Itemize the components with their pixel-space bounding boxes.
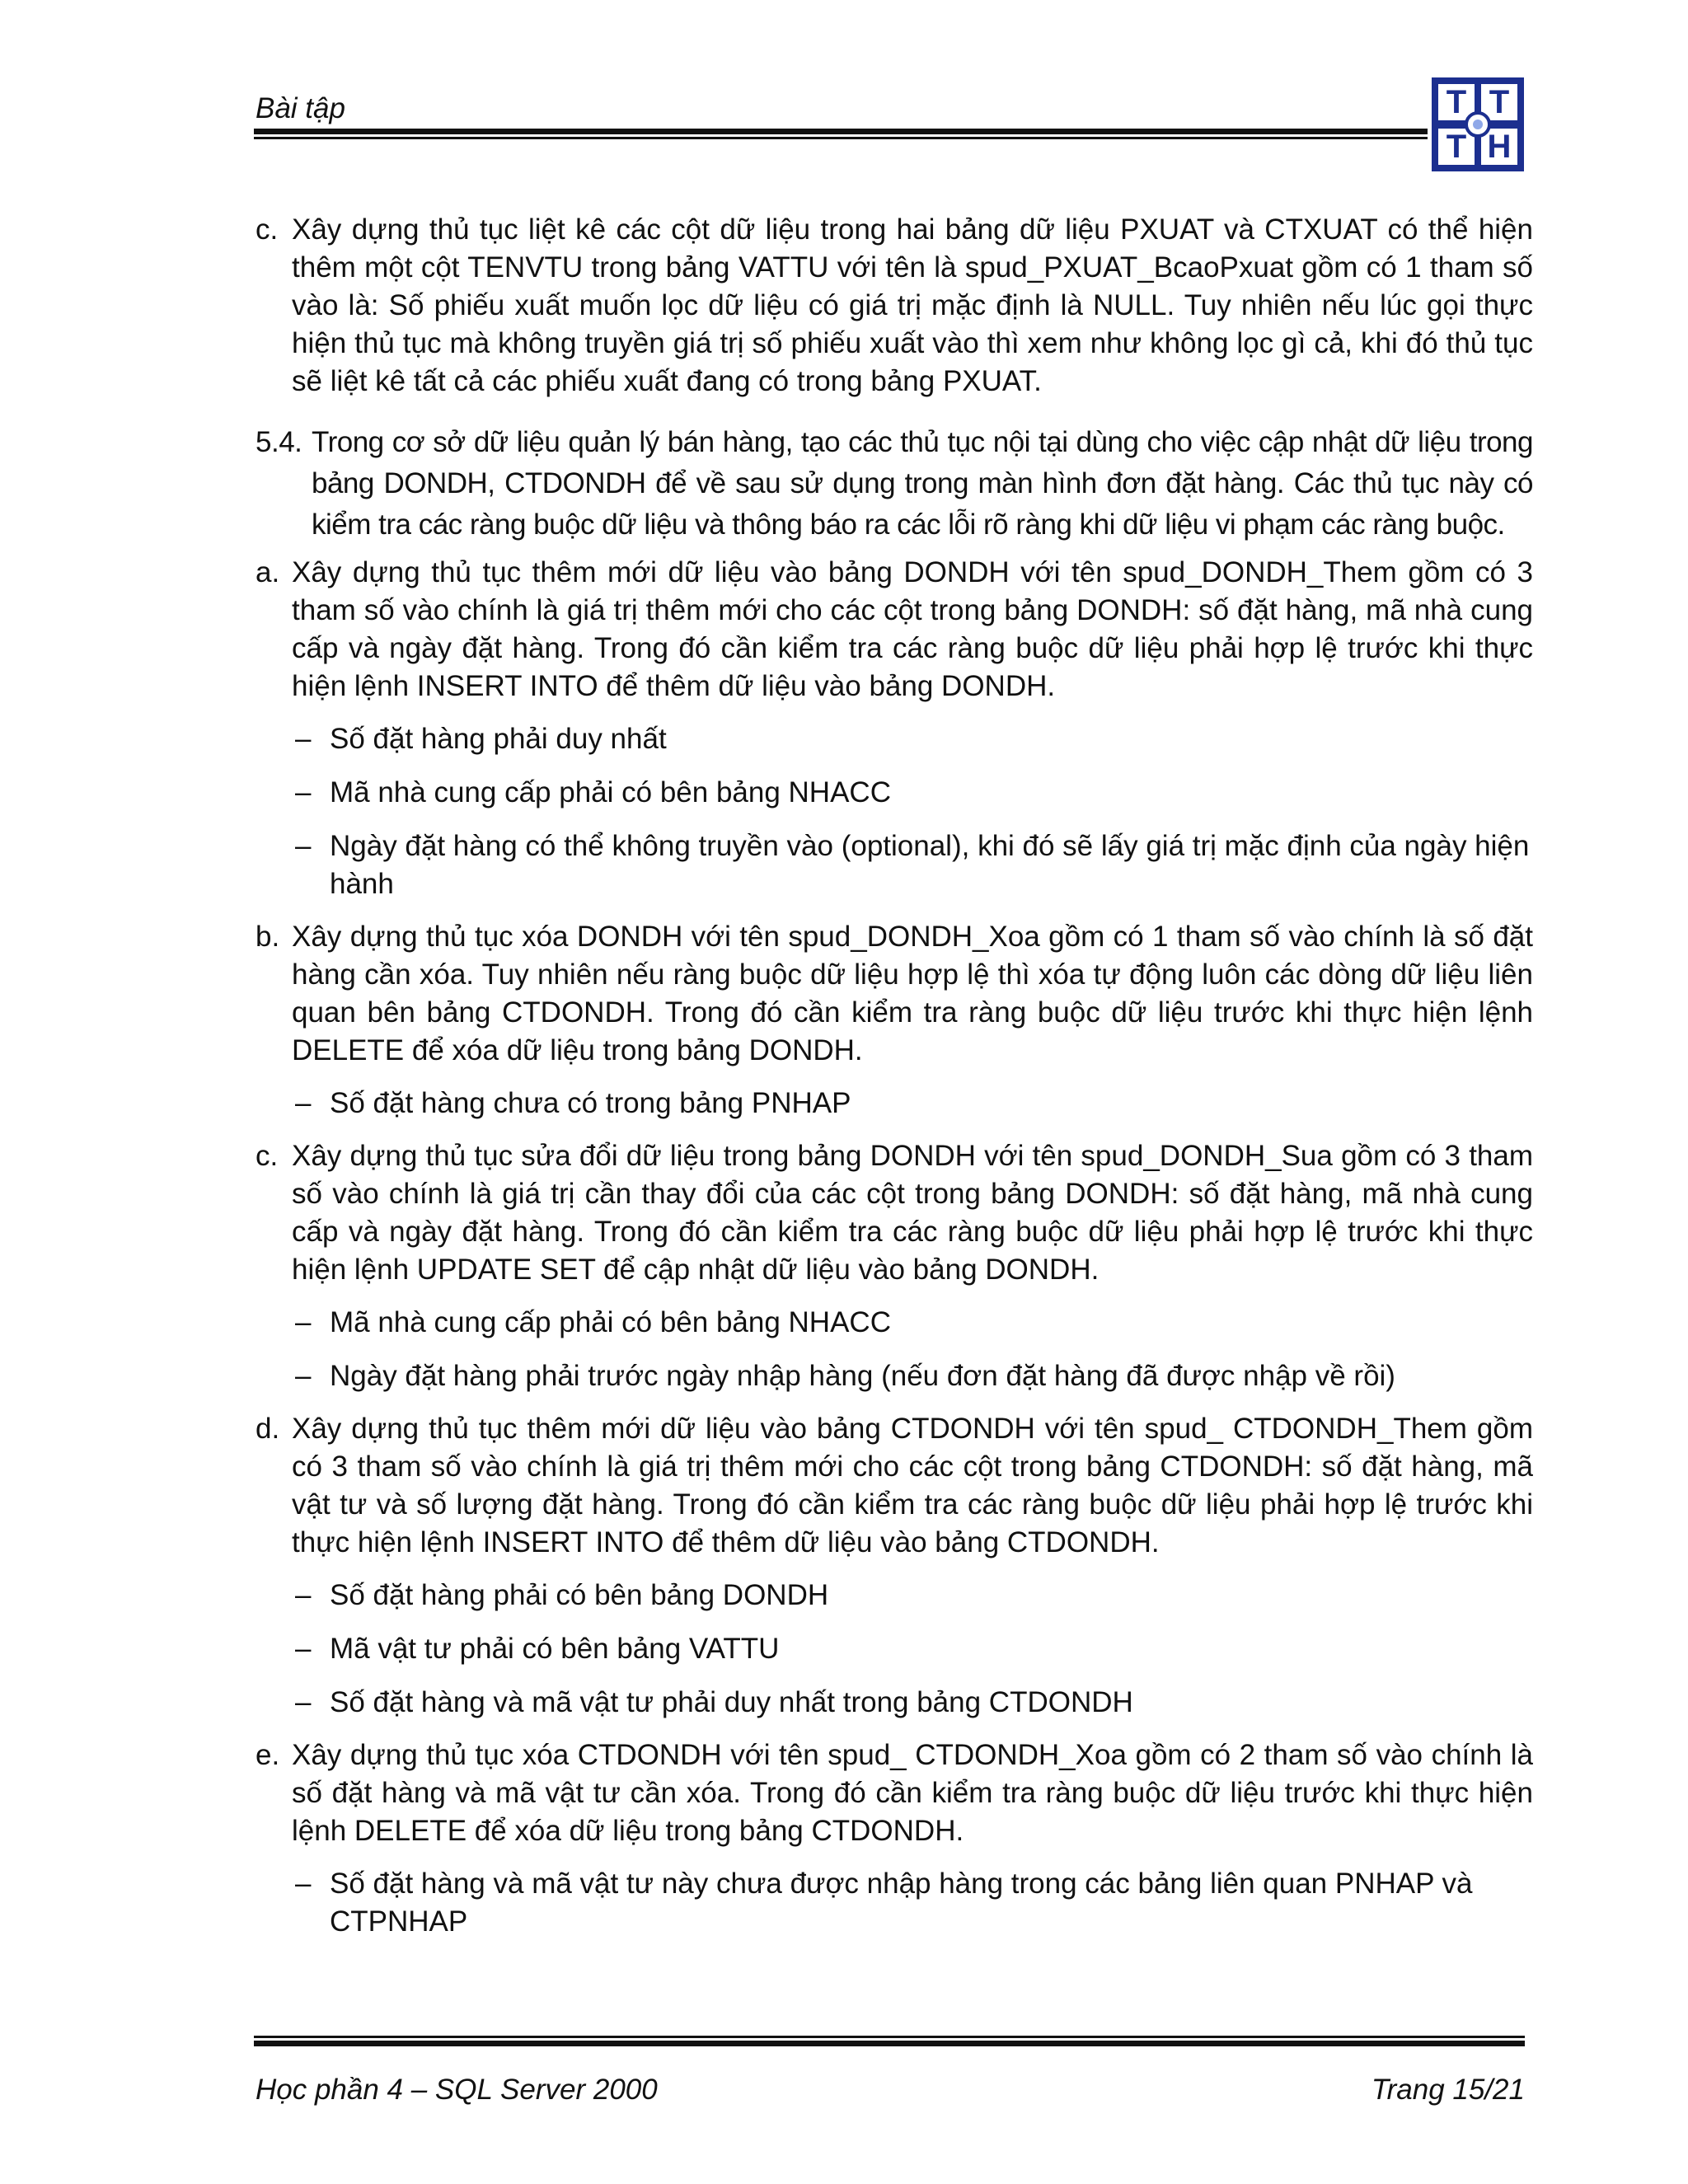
tttth-logo — [1432, 77, 1524, 171]
bullet-dash: – — [295, 1306, 312, 1338]
header-rule-thin — [254, 137, 1428, 139]
logo-letter: H — [1481, 129, 1517, 165]
bullet-text: Số đặt hàng chưa có trong bảng PNHAP — [330, 1087, 851, 1119]
constraint-bullet — [292, 774, 1533, 812]
logo-ring-icon — [1465, 111, 1491, 138]
logo-letter: T — [1438, 129, 1475, 165]
bullet-dash: – — [295, 830, 312, 862]
section-heading — [256, 422, 1533, 546]
exercise-item — [256, 918, 1533, 1070]
section-text: Trong cơ sở dữ liệu quản lý bán hàng, tạo các thủ tục nội tại dùng cho việc cập nhật dữ liệu trong bảng DONDH, CTDONDH để về sau sử dụng trong màn hình đơn đặt hàng. Các thủ tục này có kiểm tra các ràng buộc dữ liệu và thông báo ra các lỗi rõ ràng khi dữ liệu vi phạm các ràng buộc. — [312, 426, 1533, 541]
bullet-dash: – — [295, 1087, 312, 1119]
bullet-dash: – — [295, 1360, 312, 1392]
item-marker: c. — [256, 1140, 279, 1172]
bullet-dash: – — [295, 1579, 312, 1611]
constraint-bullet — [292, 1085, 1533, 1122]
item-text: Xây dựng thủ tục thêm mới dữ liệu vào bảng CTDONDH với tên spud_ CTDONDH_Them gồm có 3 tham số vào chính là giá trị thêm mới cho các cột trong bảng CTDONDH: số đặt hàng, mã vật tư và số lượng đặt hàng. Trong đó cần kiểm tra các ràng buộc dữ liệu phải hợp lệ trước khi thực hiện lệnh INSERT INTO để thêm dữ liệu vào bảng CTDONDH. — [292, 1413, 1533, 1558]
constraint-bullet — [292, 1357, 1533, 1395]
page-header — [254, 92, 1523, 142]
bullet-text: Ngày đặt hàng có thể không truyền vào (optional), khi đó sẽ lấy giá trị mặc định của ngày hiện hành — [330, 830, 1530, 900]
page-content — [256, 211, 1533, 1941]
item-text: Xây dựng thủ tục thêm mới dữ liệu vào bảng DONDH với tên spud_DONDH_Them gồm có 3 tham số vào chính là giá trị thêm mới cho các cột trong bảng DONDH: số đặt hàng, mã nhà cung cấp và ngày đặt hàng. Trong đó cần kiểm tra các ràng buộc dữ liệu phải hợp lệ trước khi thực hiện lệnh INSERT INTO để thêm dữ liệu vào bảng DONDH. — [292, 556, 1533, 702]
item-marker: a. — [256, 556, 280, 588]
bullet-text: Ngày đặt hàng phải trước ngày nhập hàng (nếu đơn đặt hàng đã được nhập về rồi) — [330, 1360, 1395, 1392]
footer-course: Học phần 4 – SQL Server 2000 — [256, 2074, 658, 2106]
bullet-text: Số đặt hàng phải duy nhất — [330, 723, 667, 755]
bullet-dash: – — [295, 723, 312, 755]
bullet-dash: – — [295, 1633, 312, 1665]
footer-rule-thin — [254, 2036, 1525, 2038]
item-marker: d. — [256, 1413, 280, 1445]
item-text: Xây dựng thủ tục xóa DONDH với tên spud_DONDH_Xoa gồm có 1 tham số vào chính là số đặt hàng cần xóa. Tuy nhiên nếu ràng buộc dữ liệu hợp lệ thì xóa tự động luôn các dòng dữ liệu liên quan bên bảng CTDONDH. Trong đó cần kiểm tra ràng buộc dữ liệu trước khi thực hiện lệnh DELETE để xóa dữ liệu trong bảng DONDH. — [292, 921, 1533, 1066]
constraint-bullet — [292, 827, 1533, 903]
exercise-item — [256, 1736, 1533, 1850]
bullet-text: Số đặt hàng và mã vật tư này chưa được nhập hàng trong các bảng liên quan PNHAP và CTPNHAP — [330, 1868, 1473, 1938]
bullet-dash: – — [295, 1868, 312, 1900]
bullet-dash: – — [295, 1686, 312, 1718]
item-text: Xây dựng thủ tục liệt kê các cột dữ liệu trong hai bảng dữ liệu PXUAT và CTXUAT có thể hiện thêm một cột TENVTU trong bảng VATTU với tên là spud_PXUAT_BcaoPxuat gồm có 1 tham số vào là: Số phiếu xuất muốn lọc dữ liệu có giá trị mặc định là NULL. Tuy nhiên nếu lúc gọi thực hiện thủ tục mà không truyền giá trị số phiếu xuất vào thì xem như không lọc gì cả, khi đó thủ tục sẽ liệt kê tất cả các phiếu xuất đang có trong bảng PXUAT. — [292, 213, 1533, 397]
header-title: Bài tập — [256, 92, 345, 124]
exercise-item — [256, 554, 1533, 705]
section-number: 5.4. — [256, 426, 302, 458]
item-text: Xây dựng thủ tục sửa đổi dữ liệu trong bảng DONDH với tên spud_DONDH_Sua gồm có 3 tham số vào chính là giá trị cần thay đổi của các cột trong bảng DONDH: số đặt hàng, mã nhà cung cấp và ngày đặt hàng. Trong đó cần kiểm tra các ràng buộc dữ liệu phải hợp lệ trước khi thực hiện lệnh UPDATE SET để cập nhật dữ liệu vào bảng DONDH. — [292, 1140, 1533, 1286]
item-marker: e. — [256, 1739, 280, 1771]
bullet-text: Mã vật tư phải có bên bảng VATTU — [330, 1633, 780, 1665]
constraint-bullet — [292, 1684, 1533, 1722]
bullet-text: Số đặt hàng phải có bên bảng DONDH — [330, 1579, 829, 1611]
bullet-dash: – — [295, 776, 312, 808]
constraint-bullet — [292, 1304, 1533, 1342]
constraint-bullet — [292, 1630, 1533, 1668]
bullet-text: Mã nhà cung cấp phải có bên bảng NHACC — [330, 776, 891, 808]
header-rule-thick — [254, 129, 1428, 134]
footer-rule-thick — [254, 2041, 1525, 2046]
exercise-item — [256, 1410, 1533, 1562]
logo-letter: T — [1438, 84, 1475, 120]
bullet-text: Số đặt hàng và mã vật tư phải duy nhất trong bảng CTDONDH — [330, 1686, 1133, 1718]
constraint-bullet — [292, 1577, 1533, 1615]
exercise-item — [256, 1137, 1533, 1289]
constraint-bullet — [292, 1865, 1533, 1941]
logo-letter: T — [1481, 84, 1517, 120]
exercise-item — [256, 211, 1533, 401]
item-text: Xây dựng thủ tục xóa CTDONDH với tên spud_ CTDONDH_Xoa gồm có 2 tham số vào chính là số đặt hàng và mã vật tư cần xóa. Trong đó cần kiểm tra ràng buộc dữ liệu trước khi thực hiện lệnh DELETE để xóa dữ liệu trong bảng CTDONDH. — [292, 1739, 1533, 1847]
item-marker: b. — [256, 921, 280, 953]
footer-page-number: Trang 15/21 — [1371, 2074, 1525, 2106]
item-marker: c. — [256, 213, 279, 246]
constraint-bullet — [292, 720, 1533, 758]
bullet-text: Mã nhà cung cấp phải có bên bảng NHACC — [330, 1306, 891, 1338]
